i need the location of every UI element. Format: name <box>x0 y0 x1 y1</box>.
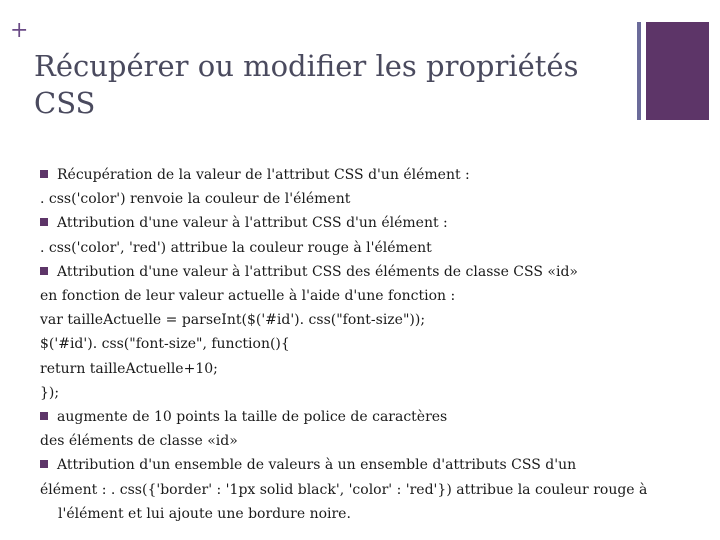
body-line <box>40 187 680 211</box>
body-line <box>40 260 680 284</box>
body-line <box>40 453 680 477</box>
body-line <box>40 478 680 502</box>
code-line <box>40 332 680 356</box>
body-line-text: élément : . css({'border' : '1px solid black', 'color' : 'red'}) attribue la couleur rouge à <box>40 481 648 498</box>
plus-icon: + <box>10 18 29 43</box>
body-line <box>40 163 680 187</box>
body-line-text: Attribution d'une valeur à l'attribut CSS d'un élément : <box>57 215 448 232</box>
bullet-square-icon <box>40 170 48 178</box>
body-line-text: $('#id'). css("font-size", function(){ <box>40 336 290 353</box>
code-line <box>40 381 680 405</box>
body-line-text: . css('color', 'red') attribue la couleur rouge à l'élément <box>40 239 432 256</box>
bullet-square-icon <box>40 412 48 420</box>
slide-title-line2: CSS <box>34 86 96 120</box>
body-line-text: des éléments de classe «id» <box>40 433 238 450</box>
body-line-text: en fonction de leur valeur actuelle à l'aide d'une fonction : <box>40 288 456 305</box>
body-line <box>40 211 680 235</box>
slide-title-line1: Récupérer ou modifier les propriétés <box>34 49 579 83</box>
bullet-square-icon <box>40 218 48 226</box>
accent-bar-block <box>646 22 709 120</box>
body-line-text: }); <box>40 384 60 401</box>
body-line-text: return tailleActuelle+10; <box>40 360 218 377</box>
code-line <box>40 308 680 332</box>
body-line-text: l'élément et lui ajoute une bordure noire. <box>58 505 351 522</box>
slide-body <box>40 163 680 526</box>
bullet-square-icon <box>40 460 48 468</box>
body-line <box>40 284 680 308</box>
body-line <box>40 236 680 260</box>
body-line-text: . css('color') renvoie la couleur de l'élément <box>40 191 351 208</box>
code-line <box>40 357 680 381</box>
body-line-text: Attribution d'un ensemble de valeurs à un ensemble d'attributs CSS d'un <box>57 457 577 474</box>
body-line <box>40 429 680 453</box>
body-line-text: augmente de 10 points la taille de police de caractères <box>57 409 448 426</box>
slide-title <box>34 48 654 122</box>
body-line-text: Attribution d'une valeur à l'attribut CSS des éléments de classe CSS «id» <box>57 263 578 280</box>
body-line <box>40 502 680 526</box>
bullet-square-icon <box>40 267 48 275</box>
body-line <box>40 405 680 429</box>
body-line-text: var tailleActuelle = parseInt($('#id'). css("font-size")); <box>40 312 426 329</box>
body-line-text: Récupération de la valeur de l'attribut CSS d'un élément : <box>57 167 470 183</box>
